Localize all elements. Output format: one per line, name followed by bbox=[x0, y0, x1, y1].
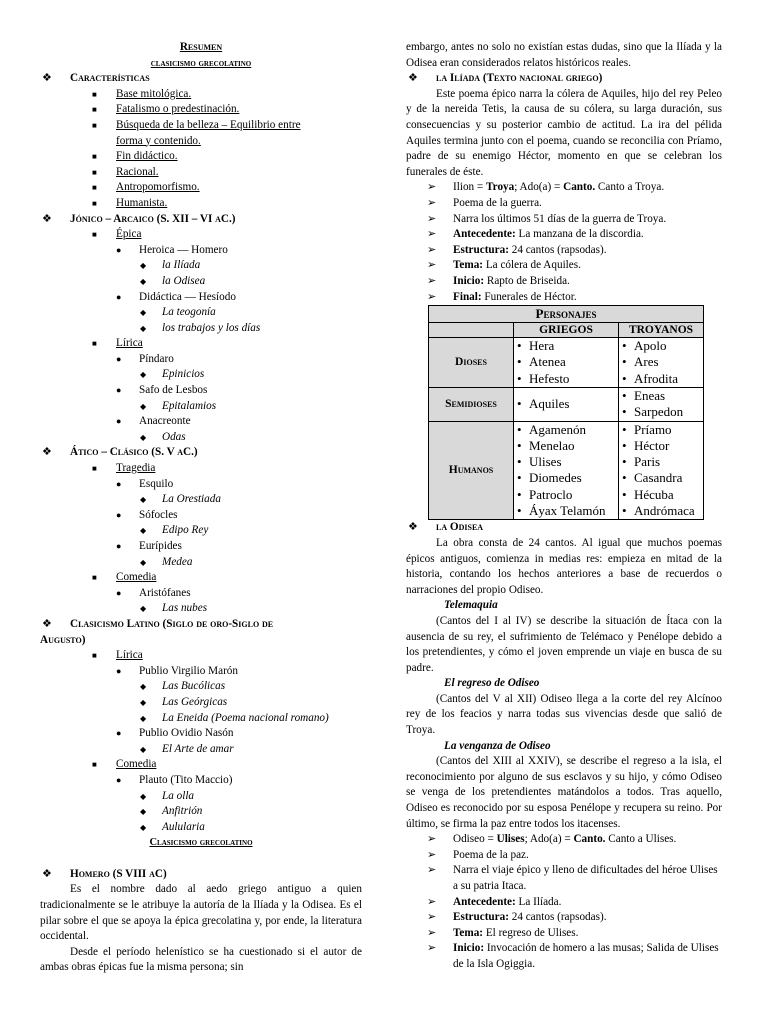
table-title-row bbox=[429, 306, 704, 323]
diamond-bullet-icon: ❖ bbox=[42, 446, 53, 459]
list-item: • Afrodita bbox=[622, 371, 700, 387]
left-column bbox=[40, 40, 362, 976]
list-item: • Casandra bbox=[622, 470, 700, 486]
arrow-bullet-icon: ➢ bbox=[427, 290, 437, 303]
list-item: • Aquiles bbox=[517, 396, 615, 412]
subheading: Telemaquia bbox=[444, 599, 498, 612]
odisea-list bbox=[406, 832, 722, 972]
troyanos-cell bbox=[619, 387, 704, 421]
dot-bullet-icon: ● bbox=[116, 244, 122, 255]
small-diamond-icon: ◆ bbox=[140, 308, 147, 318]
arrow-bullet-icon: ➢ bbox=[427, 274, 437, 287]
paragraph: (Cantos del XIII al XXIV), se describe el regreso a la isla, el reconocimiento por alguno de sus esclavos y su hijo, y cómo Odiseo se venga de los pretendientes matándolos a todos. Tras aquello, Odiseo es reconocido por su esposa Penélope y recupera su reino. Por último, se firma la paz entre todos los itacenses. bbox=[406, 755, 722, 830]
document-subtitle: clasicismo grecolatino bbox=[150, 57, 252, 69]
list-item: ■ Fin didáctico. bbox=[40, 149, 362, 165]
griegos-cell bbox=[514, 338, 619, 388]
section-heading: ❖ Ático – Clásico (S. V aC.) bbox=[40, 445, 362, 461]
square-bullet-icon: ■ bbox=[92, 464, 97, 474]
troyanos-cell bbox=[619, 338, 704, 388]
paragraph: Este poema épico narra la cólera de Aquiles, hijo del rey Peleo y de la nereida Tetis, la causa de su cólera, su larga duración, sus consecuencias y su posterior cambio de actitud. La ira del pélida Aquiles termina junto con el poema, cuando se reconcilia con Príamo, padre de su enemigo Héctor, momento en que se celebran los funerales de éste. bbox=[406, 87, 722, 178]
arrow-bullet-icon: ➢ bbox=[427, 895, 437, 908]
arrow-list-item: ➢ Tema: El regreso de Ulises. bbox=[406, 926, 722, 942]
list-item: ■ Comedia bbox=[40, 570, 362, 586]
square-bullet-icon: ■ bbox=[92, 230, 97, 240]
square-bullet-icon: ■ bbox=[92, 89, 97, 99]
list-item: ■ Racional. bbox=[40, 165, 362, 181]
section-heading: ❖ Jónico – Arcaico (S. XII – VI aC.) bbox=[40, 212, 362, 228]
arrow-list-item: ➢ Antecedente: La manzana de la discordia. bbox=[406, 227, 722, 243]
list-item: ■ Fatalismo o predestinación. bbox=[40, 102, 362, 118]
arrow-list-item: ➢ Antecedente: La Ilíada. bbox=[406, 895, 722, 911]
list-item: ◆ La Orestiada bbox=[40, 492, 362, 508]
dot-bullet-icon: ● bbox=[116, 728, 122, 739]
list-item: • Paris bbox=[622, 454, 700, 470]
section-heading: ❖ Homero (S VIII aC) bbox=[40, 867, 362, 883]
paragraph: La obra consta de 24 cantos. Al igual que muchos poemas épicos antiguos, comienza in medias res: empieza en mitad de la historia, contando los hechos anteriores a base de recuerdos o narraciones del propio Odiseo. bbox=[406, 536, 722, 596]
arrow-bullet-icon: ➢ bbox=[427, 212, 437, 225]
list-item: ◆ Las nubes bbox=[40, 601, 362, 617]
list-item: ◆ Odas bbox=[40, 430, 362, 446]
arrow-bullet-icon: ➢ bbox=[427, 243, 437, 256]
dot-bullet-icon: ● bbox=[116, 385, 122, 396]
arrow-bullet-icon: ➢ bbox=[427, 228, 437, 241]
list-item: ● Eurípides bbox=[40, 539, 362, 555]
list-item: • Apolo bbox=[622, 338, 700, 354]
list-item: ◆ la Ilíada bbox=[40, 258, 362, 274]
arrow-list-item: ➢ Estructura: 24 cantos (rapsodas). bbox=[406, 243, 722, 259]
griegos-cell bbox=[514, 421, 619, 520]
dot-bullet-icon: ● bbox=[116, 291, 122, 302]
arrow-list-item: ➢ Odiseo = Ulises; Ado(a) = Canto. Canto a Ulises. bbox=[406, 832, 722, 848]
diamond-bullet-icon: ❖ bbox=[42, 617, 53, 630]
small-diamond-icon: ◆ bbox=[140, 526, 147, 536]
table-row bbox=[429, 421, 704, 520]
list-item: ◆ los trabajos y los días bbox=[40, 321, 362, 337]
subheading: La venganza de Odiseo bbox=[444, 739, 551, 752]
list-item: ◆ La olla bbox=[40, 789, 362, 805]
list-item: ◆ Anfitrión bbox=[40, 804, 362, 820]
diamond-bullet-icon: ❖ bbox=[408, 521, 419, 534]
column-header-troyanos: TROYANOS bbox=[619, 323, 704, 338]
diamond-bullet-icon: ❖ bbox=[42, 72, 53, 85]
list-item: ■ Búsqueda de la belleza – Equilibrio entre bbox=[40, 118, 362, 134]
arrow-bullet-icon: ➢ bbox=[427, 833, 437, 846]
arrow-list-item: ➢ Poema de la paz. bbox=[406, 848, 722, 864]
list-item: ■ Lírica bbox=[40, 648, 362, 664]
small-diamond-icon: ◆ bbox=[140, 791, 147, 801]
arrow-bullet-icon: ➢ bbox=[427, 848, 437, 861]
small-diamond-icon: ◆ bbox=[140, 276, 147, 286]
arrow-bullet-icon: ➢ bbox=[427, 259, 437, 272]
dot-bullet-icon: ● bbox=[116, 541, 122, 551]
paragraph: Desde el período helenístico se ha cuestionado si el autor de ambas obras épicas fue la misma persona; sin bbox=[40, 945, 362, 974]
square-bullet-icon: ■ bbox=[92, 651, 97, 661]
list-item: ● Sófocles bbox=[40, 508, 362, 524]
section-heading: ❖ la Odisea bbox=[406, 520, 722, 536]
small-diamond-icon: ◆ bbox=[140, 604, 147, 614]
table-row bbox=[429, 338, 704, 388]
section-heading: ❖ Características bbox=[40, 71, 362, 87]
square-bullet-icon: ■ bbox=[92, 167, 97, 177]
section-subtitle: Clasicismo grecolatino bbox=[149, 837, 253, 849]
list-item: • Andrómaca bbox=[622, 503, 700, 519]
list-item: ● Aristófanes bbox=[40, 586, 362, 602]
list-item: • Ares bbox=[622, 354, 700, 370]
small-diamond-icon: ◆ bbox=[140, 432, 147, 442]
square-bullet-icon: ■ bbox=[92, 120, 97, 130]
right-column bbox=[406, 40, 722, 973]
arrow-list-item: ➢ Ilion = Troya; Ado(a) = Canto. Canto a Troya. bbox=[406, 180, 722, 196]
list-item: ● Didáctica — Hesíodo bbox=[40, 290, 362, 306]
small-diamond-icon: ◆ bbox=[140, 557, 147, 567]
arrow-list-item: ➢ Narra el viaje épico y lleno de dificultades del héroe Ulises a su patria Itaca. bbox=[427, 864, 718, 893]
list-item: ◆ Medea bbox=[40, 555, 362, 571]
arrow-bullet-icon: ➢ bbox=[427, 911, 437, 924]
list-item: ● Anacreonte bbox=[40, 414, 362, 430]
small-diamond-icon: ◆ bbox=[140, 370, 147, 380]
list-item: ◆ Las Geórgicas bbox=[40, 695, 362, 711]
arrow-list-item: ➢ Final: Funerales de Héctor. bbox=[406, 290, 722, 306]
list-item: • Hera bbox=[517, 338, 615, 354]
small-diamond-icon: ◆ bbox=[140, 713, 147, 723]
table-header-row bbox=[429, 323, 704, 338]
table-title: Personajes bbox=[429, 306, 704, 323]
square-bullet-icon: ■ bbox=[92, 760, 97, 770]
diamond-bullet-icon: ❖ bbox=[42, 212, 53, 225]
document-title: Resumen bbox=[179, 41, 223, 53]
square-bullet-icon: ■ bbox=[92, 183, 97, 193]
arrow-bullet-icon: ➢ bbox=[427, 181, 437, 194]
troyanos-cell bbox=[619, 421, 704, 520]
list-item: ◆ Aulularia bbox=[40, 820, 362, 836]
row-category: Dioses bbox=[429, 338, 514, 388]
list-item: • Eneas bbox=[622, 388, 700, 404]
section-heading: ❖ Clasicismo Latino (Siglo de oro-Siglo de bbox=[40, 617, 362, 633]
dot-bullet-icon: ● bbox=[116, 665, 122, 676]
section-heading-continuation: Augusto) bbox=[40, 633, 86, 646]
small-diamond-icon: ◆ bbox=[140, 401, 147, 411]
list-item: ● Heroica — Homero bbox=[40, 243, 362, 259]
list-item: ■ Base mitológica. bbox=[40, 87, 362, 103]
list-item: • Sarpedon bbox=[622, 404, 700, 420]
list-item: ■ Tragedia bbox=[40, 461, 362, 477]
list-item: ◆ Epinicios bbox=[40, 367, 362, 383]
arrow-list-item: ➢ Poema de la guerra. bbox=[406, 196, 722, 212]
list-item: • Menelao bbox=[517, 438, 615, 454]
section-heading: ❖ la Ilíada (Texto nacional griego) bbox=[406, 71, 722, 87]
square-bullet-icon: ■ bbox=[92, 339, 97, 349]
arrow-list-item: ➢ Inicio: Invocación de homero a las musas; Salida de Ulises de la Isla Ogiggia. bbox=[427, 942, 719, 970]
list-item: • Diomedes bbox=[517, 470, 615, 486]
list-item: ● Safo de Lesbos bbox=[40, 383, 362, 399]
paragraph: Es el nombre dado al aedo griego antiguo a quien tradicionalmente se le atribuye la autoría de la Ilíada y la Odisea. Es el pilar sobre el que se apoya la épica grecolatina y, por ende, la literatura occidental. bbox=[40, 883, 362, 943]
small-diamond-icon: ◆ bbox=[140, 323, 147, 333]
list-item-continuation: forma y contenido. bbox=[116, 134, 201, 147]
dot-bullet-icon: ● bbox=[116, 774, 122, 785]
list-item: ■ Lírica bbox=[40, 336, 362, 352]
paragraph: (Cantos del I al IV) se describe la situación de Ítaca con la ausencia de su rey, el sufrimiento de Telémaco y Penélope debido a los pretendientes, y cómo el joven emprende un viaje en busca de su padre. bbox=[406, 614, 722, 674]
arrow-list-item: ➢ Estructura: 24 cantos (rapsodas). bbox=[406, 910, 722, 926]
small-diamond-icon: ◆ bbox=[140, 822, 147, 832]
griegos-cell bbox=[514, 387, 619, 421]
table-row bbox=[429, 387, 704, 421]
list-item: ■ Épica bbox=[40, 227, 362, 243]
list-item: ■ Humanista. bbox=[40, 196, 362, 212]
list-item: ● Plauto (Tito Maccio) bbox=[40, 773, 362, 789]
square-bullet-icon: ■ bbox=[92, 152, 97, 162]
list-item: ■ Antropomorfismo. bbox=[40, 180, 362, 196]
arrow-bullet-icon: ➢ bbox=[427, 864, 437, 877]
dot-bullet-icon: ● bbox=[116, 416, 122, 427]
dot-bullet-icon: ● bbox=[116, 509, 122, 520]
small-diamond-icon: ◆ bbox=[140, 261, 147, 271]
list-item: • Ulises bbox=[517, 454, 615, 470]
characters-table bbox=[428, 305, 704, 520]
small-diamond-icon: ◆ bbox=[140, 682, 147, 692]
list-item: ◆ El Arte de amar bbox=[40, 742, 362, 758]
arrow-bullet-icon: ➢ bbox=[427, 926, 437, 939]
list-item: ● Publio Virgilio Marón bbox=[40, 664, 362, 680]
small-diamond-icon: ◆ bbox=[140, 495, 147, 505]
paragraph: (Cantos del V al XII) Odiseo llega a la corte del rey Alcínoo rey de los feacios y narra todas sus vivencias desde que salió de Troya. bbox=[406, 692, 722, 737]
column-header-griegos: GRIEGOS bbox=[514, 323, 619, 338]
small-diamond-icon: ◆ bbox=[140, 697, 147, 707]
list-item: • Hécuba bbox=[622, 487, 700, 503]
square-bullet-icon: ■ bbox=[92, 105, 97, 115]
paragraph: embargo, antes no solo no existían estas dudas, sino que la Ilíada y la Odisea eran considerados relatos históricos reales. bbox=[406, 41, 722, 69]
list-item: • Áyax Telamón bbox=[517, 503, 615, 519]
diamond-bullet-icon: ❖ bbox=[408, 72, 419, 85]
arrow-list-item: ➢ Tema: La cólera de Aquiles. bbox=[406, 258, 722, 274]
list-item: • Príamo bbox=[622, 422, 700, 438]
list-item: ● Publio Ovidio Nasón bbox=[40, 726, 362, 742]
list-item: ◆ la Odisea bbox=[40, 274, 362, 290]
list-item: ● Esquilo bbox=[40, 477, 362, 493]
row-category: Humanos bbox=[429, 421, 514, 520]
dot-bullet-icon: ● bbox=[116, 353, 122, 364]
list-item: ◆ La teogonía bbox=[40, 305, 362, 321]
iliada-list bbox=[406, 180, 722, 305]
square-bullet-icon: ■ bbox=[92, 198, 97, 208]
small-diamond-icon: ◆ bbox=[140, 744, 147, 754]
arrow-list-item: ➢ Narra los últimos 51 días de la guerra de Troya. bbox=[406, 212, 722, 228]
list-item: ◆ Las Bucólicas bbox=[40, 679, 362, 695]
diamond-bullet-icon: ❖ bbox=[42, 867, 53, 880]
list-item: ● Píndaro bbox=[40, 352, 362, 368]
arrow-list-item: ➢ Inicio: Rapto de Briseida. bbox=[406, 274, 722, 290]
list-item: • Atenea bbox=[517, 354, 615, 370]
square-bullet-icon: ■ bbox=[92, 573, 97, 583]
list-item: • Agamenón bbox=[517, 422, 615, 438]
list-item: • Hefesto bbox=[517, 371, 615, 387]
small-diamond-icon: ◆ bbox=[140, 807, 147, 817]
list-item: ◆ La Eneida (Poema nacional romano) bbox=[40, 711, 362, 727]
arrow-bullet-icon: ➢ bbox=[427, 942, 437, 955]
list-item: ◆ Epitalamios bbox=[40, 399, 362, 415]
arrow-bullet-icon: ➢ bbox=[427, 196, 437, 209]
list-item: ■ Comedia bbox=[40, 757, 362, 773]
row-category: Semidioses bbox=[429, 387, 514, 421]
list-item: • Héctor bbox=[622, 438, 700, 454]
dot-bullet-icon: ● bbox=[116, 478, 122, 489]
subheading: El regreso de Odiseo bbox=[444, 677, 540, 690]
list-item: • Patroclo bbox=[517, 487, 615, 503]
list-item: ◆ Edipo Rey bbox=[40, 523, 362, 539]
dot-bullet-icon: ● bbox=[116, 587, 122, 598]
